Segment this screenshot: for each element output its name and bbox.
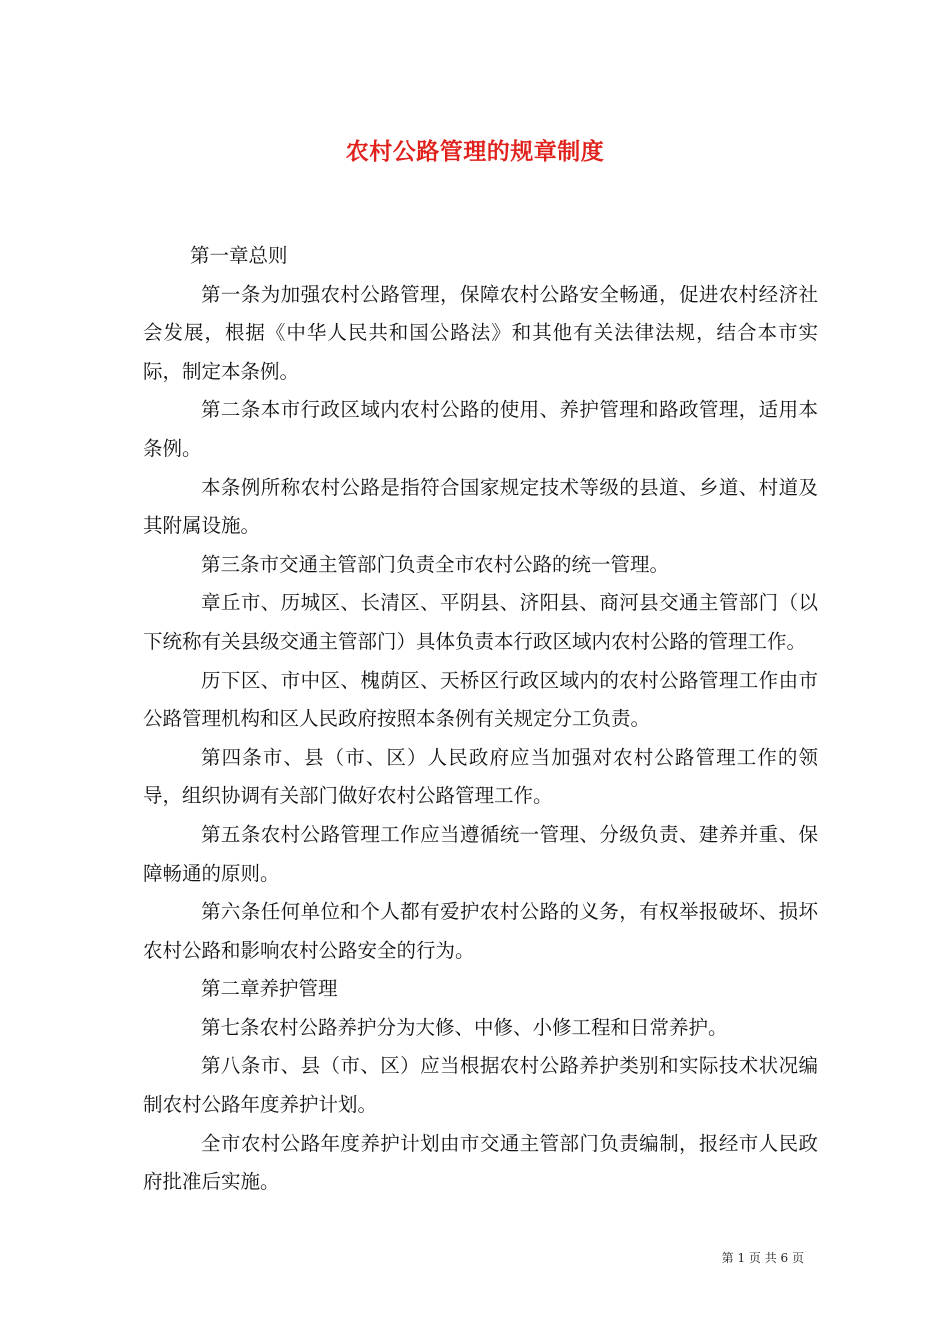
chapter-heading: 第一章总则 bbox=[190, 244, 288, 267]
document-title: 农村公路管理的规章制度 bbox=[345, 138, 605, 165]
article-paragraph: 章丘市、历城区、长清区、平阴县、济阳县、商河县交通主管部门（以下统称有关县级交通主管部门）具体负责本行政区域内农村公路的管理工作。 bbox=[143, 591, 818, 653]
article-paragraph: 第五条农村公路管理工作应当遵循统一管理、分级负责、建养并重、保障畅通的原则。 bbox=[143, 822, 818, 885]
article-paragraph: 第一条为加强农村公路管理，保障农村公路安全畅通，促进农村经济社会发展，根据《中华人民共和国公路法》和其他有关法律法规，结合本市实际，制定本条例。 bbox=[143, 282, 818, 383]
article-paragraph: 第七条农村公路养护分为大修、中修、小修工程和日常养护。 bbox=[201, 1015, 728, 1039]
article-paragraph: 第四条市、县（市、区）人民政府应当加强对农村公路管理工作的领导，组织协调有关部门做好农村公路管理工作。 bbox=[143, 745, 818, 808]
chapter-heading: 第二章养护管理 bbox=[201, 977, 338, 1001]
article-paragraph: 第三条市交通主管部门负责全市农村公路的统一管理。 bbox=[201, 552, 670, 576]
article-paragraph: 全市农村公路年度养护计划由市交通主管部门负责编制，报经市人民政府批准后实施。 bbox=[143, 1131, 818, 1194]
page-number: 第 1 页 共 6 页 bbox=[721, 1251, 804, 1265]
article-paragraph: 第六条任何单位和个人都有爱护农村公路的义务，有权举报破坏、损坏农村公路和影响农村公路安全的行为。 bbox=[143, 900, 818, 962]
article-paragraph: 本条例所称农村公路是指符合国家规定技术等级的县道、乡道、村道及其附属设施。 bbox=[143, 475, 818, 538]
article-paragraph: 第八条市、县（市、区）应当根据农村公路养护类别和实际技术状况编制农村公路年度养护计划。 bbox=[143, 1054, 818, 1117]
article-paragraph: 历下区、市中区、槐荫区、天桥区行政区域内的农村公路管理工作由市公路管理机构和区人民政府按照本条例有关规定分工负责。 bbox=[143, 668, 818, 731]
article-paragraph: 第二条本市行政区域内农村公路的使用、养护管理和路政管理，适用本条例。 bbox=[143, 398, 818, 460]
document-body bbox=[143, 237, 818, 1202]
